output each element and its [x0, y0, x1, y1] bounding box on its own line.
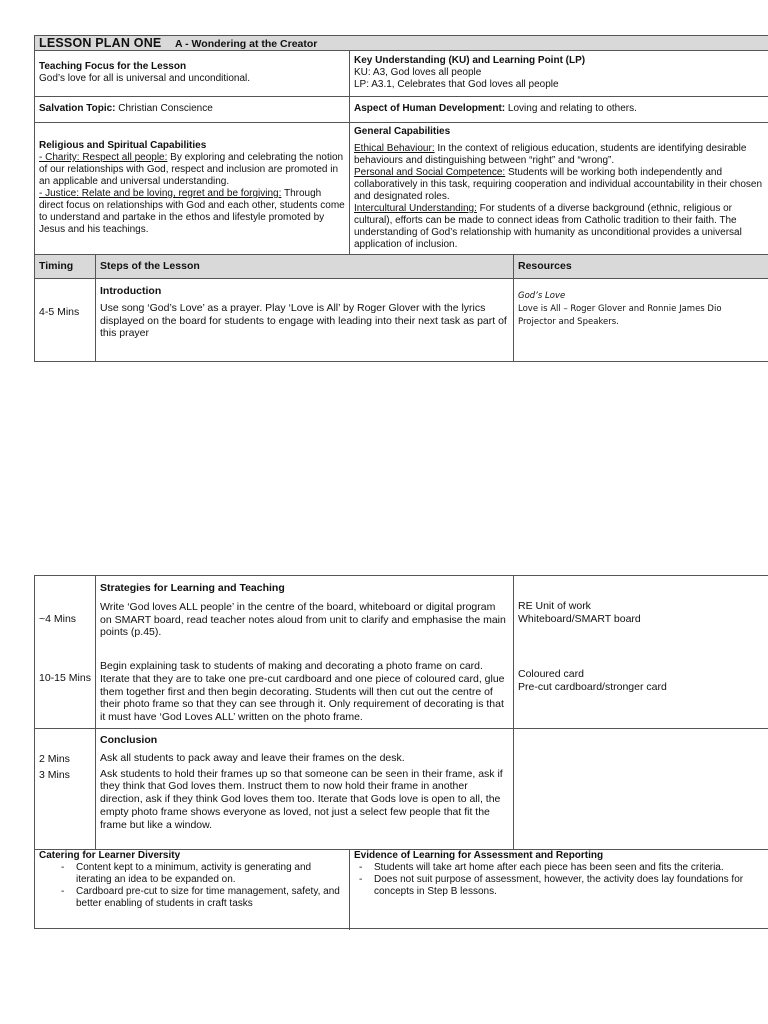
charity-text: By exploring and celebrating the notion of our relationships with God, respect and inclusion are promoted in an applicable and universal understanding. [39, 152, 344, 187]
evidence-item-text: Students will take art home after each piece has been seen and fits the criteria. [374, 862, 724, 873]
intro-text: Use song ‘God’s Love’ as a prayer. Play ‘Love is All’ by Roger Glover with the lyrics displayed on the board for students to engage with leading into their next task as part of this prayer [100, 301, 507, 340]
justice-text: Through direct focus on relationships with God and each other, students come to understand and partake in the ethos and lifestyle promoted by Jesus and his teachings. [39, 188, 345, 235]
timing-header: Timing [39, 260, 74, 272]
conclusion-step2-timing: 3 Mins [39, 768, 70, 781]
aspect-value: Loving and relating to others. [505, 103, 637, 114]
focus-row [35, 51, 768, 97]
intro-res-line2: Projector and Speakers. [518, 316, 619, 327]
strategies-step2-text: Begin explaining task to students of making and decorating a photo frame on card. Iterate that they are to take one pre-cut cardboard and one piece of coloured card, glue them together first and then begin decorating. Students will then cut out the centre of their photo frame so that they can see through it. Only requirement of decorating is that it must have ‘God Loves ALL’ written on the photo frame. [95, 654, 513, 728]
lesson-plan-table-bottom [34, 575, 768, 929]
lesson-plan-table-top [34, 35, 768, 362]
steps-header: Steps of the Lesson [95, 255, 513, 278]
strategies-step1-row [35, 576, 768, 654]
intro-res-line1: Love is All – Roger Glover and Ronnie James Dio [518, 303, 722, 314]
conclusion-step2-text: Ask students to hold their frames up so that someone can be seen in their frame, ask if they think that God loves them. Instruct them to now hold their frame in another direction, ask if they think God loves them too. Iterate that Gods love is open to all, the empty photo frame shows everyone as loved, not just a select few people that fit the frame but like a window. [100, 767, 503, 831]
diversity-item: - Content kept to a minimum, activity is generating and iterating an idea to be expanded on. [39, 862, 345, 886]
ku-text: KU: A3, God loves all people [354, 67, 482, 78]
evidence-item [354, 874, 767, 898]
aspect-label: Aspect of Human Development: [354, 103, 506, 114]
lesson-subtitle: A - Wondering at the Creator [175, 38, 318, 50]
strategies-step1-res2: Whiteboard/SMART board [518, 612, 641, 625]
salvation-row [35, 97, 768, 123]
ethical-text: In the context of religious education, students are identifying desirable behaviours and distinguishing between “right” and “wrong”. [354, 143, 747, 166]
lp-text: LP: A3.1, Celebrates that God loves all people [354, 79, 559, 90]
intro-res-title: God’s Love [518, 291, 566, 301]
strategies-step2-timing: 10-15 Mins [39, 672, 91, 684]
religious-capabilities-label: Religious and Spiritual Capabilities [39, 140, 207, 151]
intercultural-title: Intercultural Understanding: [354, 203, 477, 214]
evidence-item-text: Does not suit purpose of assessment, however, the activity does lay foundations for concepts in Step B lessons. [374, 874, 744, 897]
strategies-step2-row [35, 654, 768, 729]
diversity-label: Catering for Learner Diversity [39, 850, 181, 861]
salvation-value: Christian Conscience [115, 103, 213, 114]
intro-heading: Introduction [100, 285, 162, 297]
charity-title: - Charity: Respect all people: [39, 152, 168, 163]
intercultural-text: For students of a diverse background (ethnic, religious or cultural), efforts can be made to connect ideas from Catholic tradition to their faith. The understanding of God’s relationship with humanity as unconditional provides a universal application of inclusion. [354, 203, 742, 250]
conclusion-heading: Conclusion [100, 734, 158, 746]
teaching-focus-label: Teaching Focus for the Lesson [39, 61, 187, 72]
strategies-step1-timing: ~4 Mins [39, 613, 77, 625]
introduction-row [35, 279, 768, 361]
strategies-step1-res1: RE Unit of work [518, 600, 591, 612]
key-understanding-label: Key Understanding (KU) and Learning Point (LP) [354, 55, 586, 66]
lesson-title: LESSON PLAN ONE [39, 36, 162, 50]
resources-header: Resources [513, 255, 768, 278]
title-row [35, 36, 768, 51]
conclusion-step1-timing: 2 Mins [39, 753, 70, 765]
ethical-title: Ethical Behaviour: [354, 143, 435, 154]
strategies-heading: Strategies for Learning and Teaching [100, 582, 285, 594]
general-capabilities-label: General Capabilities [354, 126, 451, 137]
strategies-step2-res1: Coloured card [518, 668, 584, 680]
evidence-item [354, 862, 767, 874]
conclusion-row [35, 729, 768, 850]
conclusion-step1-text: Ask all students to pack away and leave their frames on the desk. [100, 751, 405, 764]
strategies-step2-res2: Pre-cut cardboard/stronger card [518, 680, 667, 693]
personal-text: Students will be working both independently and collaboratively in this task, requiring cooperation and individual accountability in their chosen and designated roles. [354, 167, 763, 202]
evidence-label: Evidence of Learning for Assessment and Reporting [354, 850, 604, 861]
teaching-focus-text: God’s love for all is universal and unconditional. [39, 73, 251, 84]
justice-title: - Justice: Relate and be loving, regret and be forgiving: [39, 188, 282, 199]
capabilities-row [35, 123, 768, 255]
diversity-item: - Cardboard pre-cut to size for time management, safety, and better enabling of students in craft tasks [39, 886, 345, 910]
diversity-evidence-row [35, 850, 768, 930]
salvation-label: Salvation Topic: [39, 103, 116, 114]
diversity-list [39, 862, 345, 910]
evidence-list [354, 862, 767, 898]
column-header-row [35, 255, 768, 279]
intro-timing: 4-5 Mins [39, 306, 80, 318]
strategies-step1-text: Write ‘God loves ALL people’ in the centre of the board, whiteboard or digital program on SMART board, read teacher notes aloud from unit to clarify and emphasise the main points (p.45). [100, 600, 506, 639]
personal-title: Personal and Social Competence: [354, 167, 506, 178]
